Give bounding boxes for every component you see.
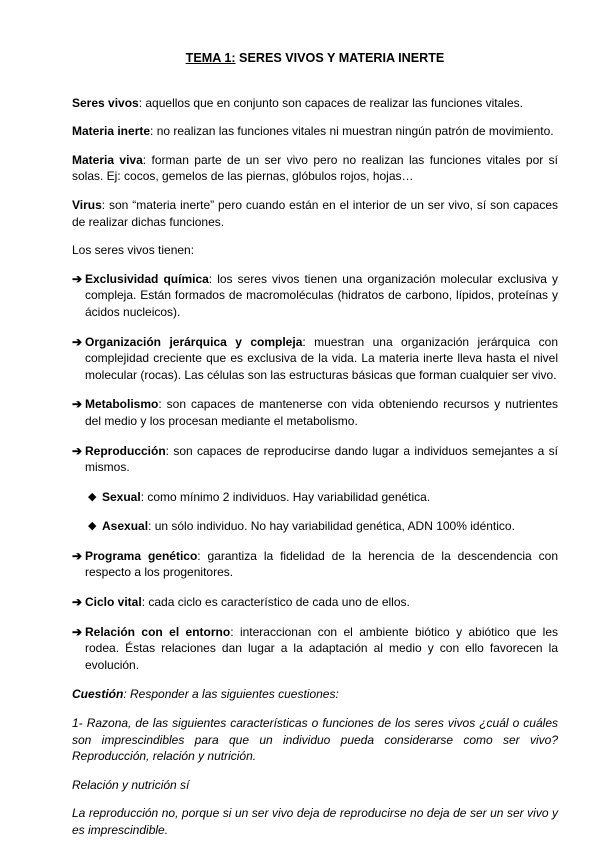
- answer-1: Relación y nutrición sí: [72, 777, 190, 792]
- list-item-programa-genetico: [72, 548, 558, 581]
- item-text: : los seres vivos tienen una organización molecular exclusiva y compleja. Están formados de macromoléculas (hidratos de carbono, lípidos, proteínas y ácidos nucleicos).: [85, 271, 559, 319]
- arrow-icon: ➔: [72, 624, 83, 639]
- definition-materia-inerte: [72, 123, 558, 140]
- arrow-icon: ➔: [72, 443, 83, 458]
- arrow-icon: ➔: [72, 548, 83, 563]
- page-title: [72, 50, 558, 67]
- list-item-reproduccion: [72, 443, 558, 476]
- definition-term: Materia viva: [72, 152, 143, 167]
- definition-term: Seres vivos: [72, 95, 139, 110]
- sub-item-text: : como mínimo 2 individuos. Hay variabilidad genética.: [140, 489, 431, 504]
- arrow-icon: ➔: [72, 595, 83, 610]
- list-item-metabolismo: [72, 396, 558, 429]
- title-rest: SERES VIVOS Y MATERIA INERTE: [235, 51, 445, 65]
- diamond-bullet-icon: ◆: [88, 490, 97, 503]
- item-term: Reproducción: [85, 443, 166, 458]
- item-term: Programa genético: [85, 548, 198, 563]
- arrow-icon: ➔: [72, 397, 83, 412]
- definition-text: : no realizan las funciones vitales ni muestran ningún patrón de movimiento.: [150, 124, 554, 139]
- definition-term: Materia inerte: [72, 124, 151, 139]
- item-term: Organización jerárquica y compleja: [85, 334, 303, 349]
- sub-item-term: Sexual: [102, 489, 141, 504]
- document-page: [72, 50, 558, 851]
- definition-text: : son “materia inerte” pero cuando están en el interior de un ser vivo, sí son capaces de realizar dichas funciones.: [72, 197, 558, 229]
- item-text: : cada ciclo es característico de cada uno de ellos.: [141, 595, 410, 610]
- arrow-icon: ➔: [72, 271, 83, 286]
- item-term: Metabolismo: [85, 397, 159, 412]
- sub-item-term: Asexual: [102, 519, 149, 534]
- definition-virus: [72, 197, 558, 230]
- definition-text: : forman parte de un ser vivo pero no realizan las funciones vitales por sí solas. Ej: cocos, gemelos de las piernas, glóbulos rojos, hojas…: [72, 152, 558, 184]
- question-label: Cuestión: [72, 687, 124, 702]
- definition-text: : aquellos que en conjunto son capaces de realizar las funciones vitales.: [138, 95, 523, 110]
- question-1: 1- Razona, de las siguientes características o funciones de los seres vivos ¿cuál o cuáles son imprescindibles para que un individuo pueda considerarse como ser vivo? Reproducción, relación y nutrición.: [72, 716, 558, 764]
- list-item-exclusividad: [72, 271, 558, 321]
- definition-materia-viva: [72, 152, 558, 185]
- sub-item-sexual: [72, 489, 558, 506]
- item-text: : interaccionan con el ambiente biótico y abiótico que les rodea. Éstas relaciones dan lugar a la adaptación al medio y con ello favorecen la evolución.: [85, 624, 558, 672]
- question-label-rest: : Responder a las siguientes cuestiones:: [123, 687, 339, 702]
- answer-2: La reproducción no, porque si un ser vivo deja de reproducirse no deja de ser un ser vivo y es imprescindible.: [72, 806, 558, 837]
- item-text: : son capaces de reproducirse dando lugar a individuos semejantes a sí mismos.: [85, 443, 558, 475]
- definition-term: Virus: [72, 197, 102, 212]
- item-term: Relación con el entorno: [85, 624, 231, 639]
- list-item-organizacion: [72, 334, 558, 384]
- item-term: Ciclo vital: [85, 595, 142, 610]
- sub-item-asexual: [72, 518, 558, 535]
- diamond-bullet-icon: ◆: [88, 520, 97, 533]
- item-text: : muestran una organización jerárquica con complejidad creciente que es exclusiva de la vida. La materia inerte lleva hasta el nivel molecular (rocas). Las células son las estructuras básicas que forman cualquier ser vivo.: [85, 334, 558, 382]
- sub-item-text: : un sólo individuo. No hay variabilidad genética, ADN 100% idéntico.: [148, 519, 515, 534]
- item-term: Exclusividad química: [85, 271, 209, 286]
- list-item-relacion-entorno: [72, 624, 558, 674]
- title-prefix: TEMA 1:: [185, 51, 236, 65]
- list-intro: Los seres vivos tienen:: [72, 243, 195, 258]
- item-text: : garantiza la fidelidad de la herencia de la descendencia con respecto a los progenitores.: [85, 548, 558, 580]
- arrow-icon: ➔: [72, 334, 83, 349]
- definition-seres-vivos: [72, 95, 558, 112]
- question-header: [72, 686, 558, 703]
- item-text: : son capaces de mantenerse con vida obteniendo recursos y nutrientes del medio y los procesan mediante el metabolismo.: [85, 397, 558, 428]
- list-item-ciclo-vital: [72, 594, 558, 611]
